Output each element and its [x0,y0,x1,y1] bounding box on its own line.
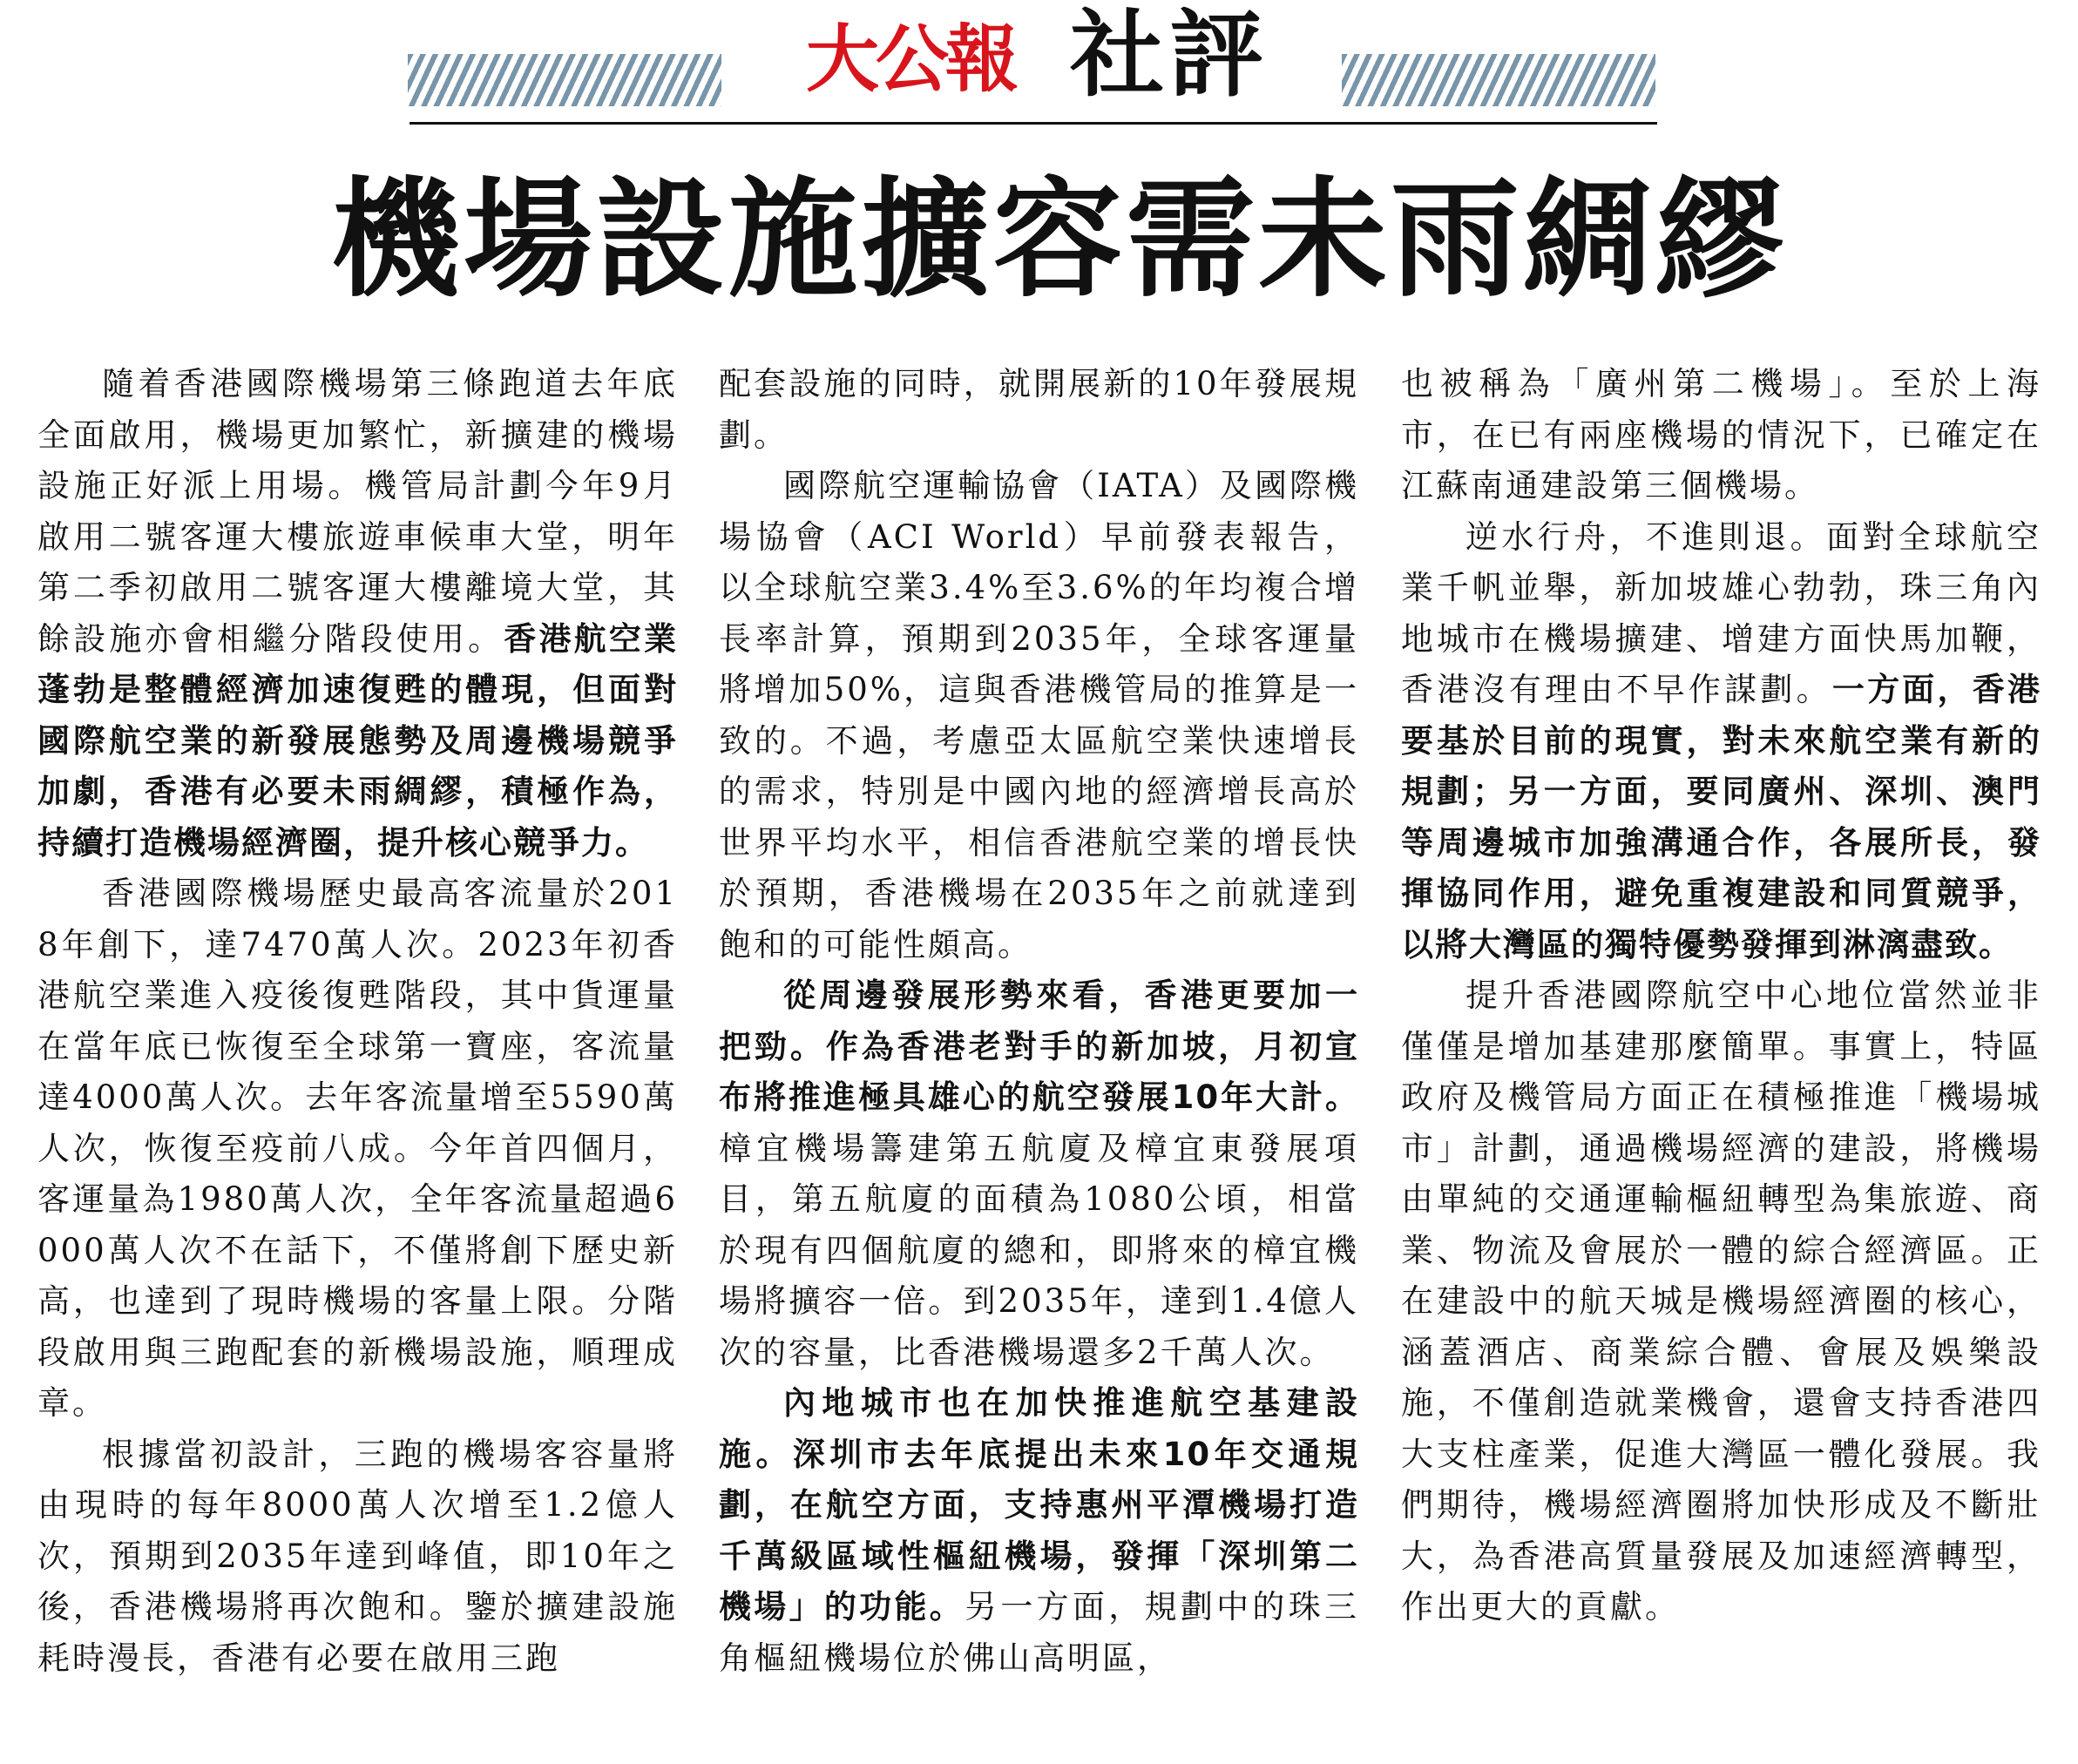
body-text: 另一方面，規劃中的珠三角樞紐機場位於佛山高明區， [719,1588,1359,1677]
article-column-2 [719,359,1359,1753]
article-paragraph [1401,970,2041,1633]
body-text: 提升香港國際航空中心地位當然並非僅僅是增加基建那麼簡單。事實上，特區政府及機管局方面正在積極推進「機場城市」計劃，通過機場經濟的建設，將機場由單純的交通運輸樞紐轉型為集旅遊、商業、物流及會展於一體的綜合經濟區。正在建設中的航天城是機場經濟圈的核心，涵蓋酒店、商業綜合體、會展及娛樂設施，不僅創造就業機會，還會支持香港四大支柱產業，促進大灣區一體化發展。我們期待，機場經濟圈將加快形成及不斷壯大，為香港高質量發展及加速經濟轉型，作出更大的貢獻。 [1401,977,2041,1625]
article-headline: 機場設施擴容需未雨綢繆 [331,165,1788,314]
emphasized-text: 香港航空業蓬勃是整體經濟加速復甦的體現，但面對國際航空業的新發展態勢及周邊機場競爭加劇，香港有必要未雨綢繆，積極作為，持續打造機場經濟圈，提升核心競爭力。 [37,619,678,862]
body-text: 樟宜機場籌建第五航廈及樟宜東發展項目，第五航廈的面積為1080公頃，相當於現有四個航廈的總和，即將來的樟宜機場將擴容一倍。到2035年，達到1.4億人次的容量，比香港機場還多2千萬人次。 [719,1129,1359,1371]
masthead [0,0,2078,131]
section-title: 社評 [1070,1,1269,110]
article-paragraph [719,970,1359,1378]
masthead-rule [410,122,1657,125]
emphasized-text: 內地城市也在加快推進航空基建設施。深圳市去年底提出未來10年交通規劃，在航空方面，支持惠州平潭機場打造千萬級區域性樞紐機場，發揮「深圳第二機場」的功能。 [719,1384,1359,1625]
article-paragraph [37,359,678,868]
body-text: 國際航空運輸協會（IATA）及國際機場協會（ACI World）早前發表報告，以全球航空業3.4%至3.6%的年均複合增長率計算，預期到2035年，全球客運量將增加50%，這與香港機管局的推算是一致的。不過，考慮亞太區航空業快速增長的需求，特別是中國內地的經濟增長高於世界平均水平，相信香港航空業的增長快於預期，香港機場在2035年之前就達到飽和的可能性頗高。 [719,467,1359,963]
article-paragraph [1401,359,2041,512]
article-paragraph [719,1378,1359,1684]
newspaper-logo: 大公報 [805,17,1015,102]
body-text: 隨着香港國際機場第三條跑道去年底全面啟用，機場更加繁忙，新擴建的機場設施正好派上用場。機管局計劃今年9月啟用二號客運大樓旅遊車候車大堂，明年第二季初啟用二號客運大樓離境大堂，其餘設施亦會相繼分階段使用。 [37,365,678,658]
article-column-3 [1401,359,2041,1753]
decorative-stripes-left [408,54,721,106]
body-text: 根據當初設計，三跑的機場客容量將由現時的每年8000萬人次增至1.2億人次，預期到2035年達到峰值，即10年之後，香港機場將再次飽和。鑒於擴建設施耗時漫長，香港有必要在啟用三跑 [37,1435,678,1677]
body-text: 配套設施的同時，就開展新的10年發展規劃。 [719,365,1359,454]
article-paragraph [1401,512,2041,971]
article-paragraph [37,868,678,1429]
body-text: 香港國際機場歷史最高客流量於2018年創下，達7470萬人次。2023年初香港航空業進入疫後復甦階段，其中貨運量在當年底已恢復至全球第一寶座，客流量達4000萬人次。去年客流量增至5590萬人次，恢復至疫前八成。今年首四個月，客運量為1980萬人次，全年客流量超過6000萬人次不在話下，不僅將創下歷史新高，也達到了現時機場的客量上限。分階段啟用與三跑配套的新機場設施，順理成章。 [37,875,678,1422]
emphasized-text: 從周邊發展形勢來看，香港更要加一把勁。作為香港老對手的新加坡，月初宣布將推進極具雄心的航空發展10年大計。 [719,977,1359,1116]
article-paragraph [719,359,1359,461]
article-paragraph [719,461,1359,970]
article-column-1 [37,359,678,1753]
body-text: 也被稱為「廣州第二機場」。至於上海市，在已有兩座機場的情況下，已確定在江蘇南通建設第三個機場。 [1401,365,2041,504]
article-paragraph [37,1429,678,1685]
emphasized-text: 一方面，香港要基於目前的現實，對未來航空業有新的規劃；另一方面，要同廣州、深圳、澳門等周邊城市加強溝通合作，各展所長，發揮協同作用，避免重複建設和同質競爭，以將大灣區的獨特優勢發揮到淋漓盡致。 [1401,671,2041,963]
body-text: 逆水行舟，不進則退。面對全球航空業千帆並舉，新加坡雄心勃勃，珠三角內地城市在機場擴建、增建方面快馬加鞭，香港沒有理由不早作謀劃。 [1401,517,2041,708]
decorative-stripes-right [1342,54,1655,106]
